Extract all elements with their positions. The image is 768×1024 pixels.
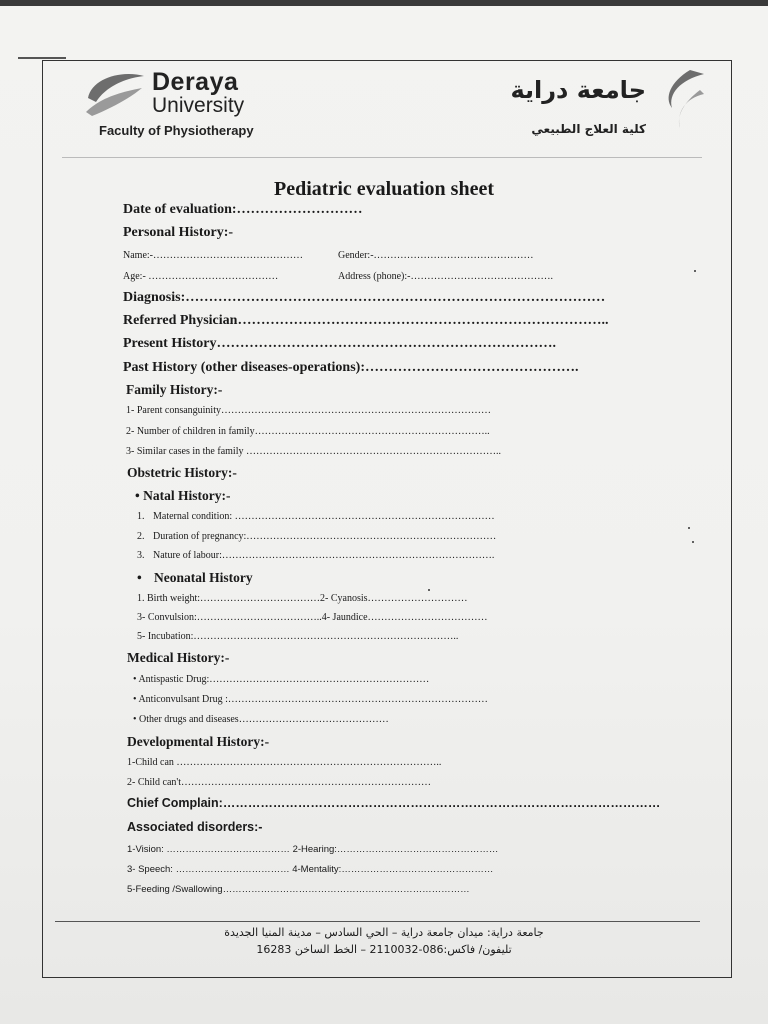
faculty-name-ar: كلية العلاج الطبيعي <box>531 122 646 136</box>
child-can-field[interactable]: 1-Child can …………………………………………………………………….. <box>127 757 442 768</box>
nature-of-labour-number: 3. <box>137 550 145 561</box>
anticonvulsant-drug-field[interactable]: • Anticonvulsant Drug :…………………………………………………………………… <box>133 694 488 705</box>
parent-consanguinity-field[interactable]: 1- Parent consanguinity……………………………………………………………………… <box>126 405 491 416</box>
name-field[interactable]: Name:-……………………………………… <box>123 250 303 261</box>
logo-arabic <box>510 66 710 146</box>
stray-mark <box>18 57 66 59</box>
child-cant-field[interactable]: 2- Child can't………………………………………………………………… <box>127 777 432 788</box>
maternal-condition-field[interactable]: Maternal condition: …………………………………………………………………… <box>153 511 495 522</box>
similar-cases-field[interactable]: 3- Similar cases in the family ………………………………………………………………….. <box>126 446 501 457</box>
neonatal-bullet: • <box>137 570 142 585</box>
number-of-children-field[interactable]: 2- Number of children in family…………………………………………………………….. <box>126 426 490 437</box>
obstetric-history-heading: Obstetric History:- <box>127 465 237 480</box>
scan-speck <box>692 541 694 543</box>
diagnosis-field[interactable]: Diagnosis:……………………………………………………………………………… <box>123 290 606 305</box>
scan-speck <box>694 270 696 272</box>
referred-physician-field[interactable]: Referred Physician…………………………………………………………………….. <box>123 313 609 328</box>
footer-phone: تليفون/ فاكس:086-2110032 – الخط الساخن 16283 <box>256 943 512 956</box>
deraya-swoosh-icon <box>82 68 148 118</box>
neonatal-history-heading: Neonatal History <box>154 570 253 585</box>
natal-history-heading: • Natal History:- <box>135 488 231 503</box>
other-drugs-field[interactable]: • Other drugs and diseases……………………………………… <box>133 714 389 725</box>
address-phone-field[interactable]: Address (phone):-……………………………………. <box>338 271 553 282</box>
vision-hearing-field[interactable]: 1-Vision: ………………………………… 2-Hearing:…………………………………………… <box>127 844 499 855</box>
age-field[interactable]: Age:- ………………………………… <box>123 271 279 282</box>
scan-speck <box>688 527 690 529</box>
deraya-swoosh-icon <box>650 68 706 130</box>
developmental-history-heading: Developmental History:- <box>127 734 270 749</box>
footer-divider <box>55 921 700 922</box>
maternal-condition-number: 1. <box>137 511 145 522</box>
feeding-swallowing-field[interactable]: 5-Feeding /Swallowing…………………………………………………………………… <box>127 884 470 895</box>
birth-weight-cyanosis-field[interactable]: 1. Birth weight:………………………………2- Cyanosis………………………… <box>137 593 468 604</box>
scan-edge <box>0 0 768 6</box>
chief-complain-field[interactable]: Chief Complain:…………………………………………………………………………………………… <box>127 796 661 810</box>
duration-of-pregnancy-field[interactable]: Duration of pregnancy:………………………………………………………………… <box>153 531 497 542</box>
faculty-name-en: Faculty of Physiotherapy <box>99 123 254 138</box>
present-history-field[interactable]: Present History………………………………………………………………. <box>123 336 556 351</box>
university-name-line2: University <box>152 94 245 117</box>
duration-of-pregnancy-number: 2. <box>137 531 145 542</box>
past-history-field[interactable]: Past History (other diseases-operations):………………………………………. <box>123 360 579 375</box>
family-history-heading: Family History:- <box>126 382 223 397</box>
nature-of-labour-field[interactable]: Nature of labour:………………………………………………………………………. <box>153 550 495 561</box>
date-of-evaluation-field[interactable]: Date of evaluation:……………………… <box>123 202 363 217</box>
medical-history-heading: Medical History:- <box>127 650 230 665</box>
antispastic-drug-field[interactable]: • Antispastic Drug:………………………………………………………… <box>133 674 430 685</box>
personal-history-heading: Personal History:- <box>123 225 234 240</box>
logo-english <box>82 66 282 146</box>
header-divider <box>62 157 702 158</box>
speech-mentality-field[interactable]: 3- Speech: ……………………………… 4-Mentality:………………………………………… <box>127 864 494 875</box>
scan-speck <box>428 589 430 591</box>
associated-disorders-heading: Associated disorders:- <box>127 820 263 834</box>
incubation-field[interactable]: 5- Incubation:…………………………………………………………………….. <box>137 631 459 642</box>
convulsion-jaundice-field[interactable]: 3- Convulsion:………………………………..4- Jaundice……………………………… <box>137 612 488 623</box>
university-name-ar: جامعة دراية <box>510 76 646 104</box>
university-name-line1: Deraya <box>152 68 239 96</box>
page-title: Pediatric evaluation sheet <box>274 178 494 200</box>
footer-address: جامعة دراية: ميدان جامعة دراية – الحي السادس – مدينة المنيا الجديدة <box>224 926 544 939</box>
gender-field[interactable]: Gender:-………………………………………… <box>338 250 534 261</box>
